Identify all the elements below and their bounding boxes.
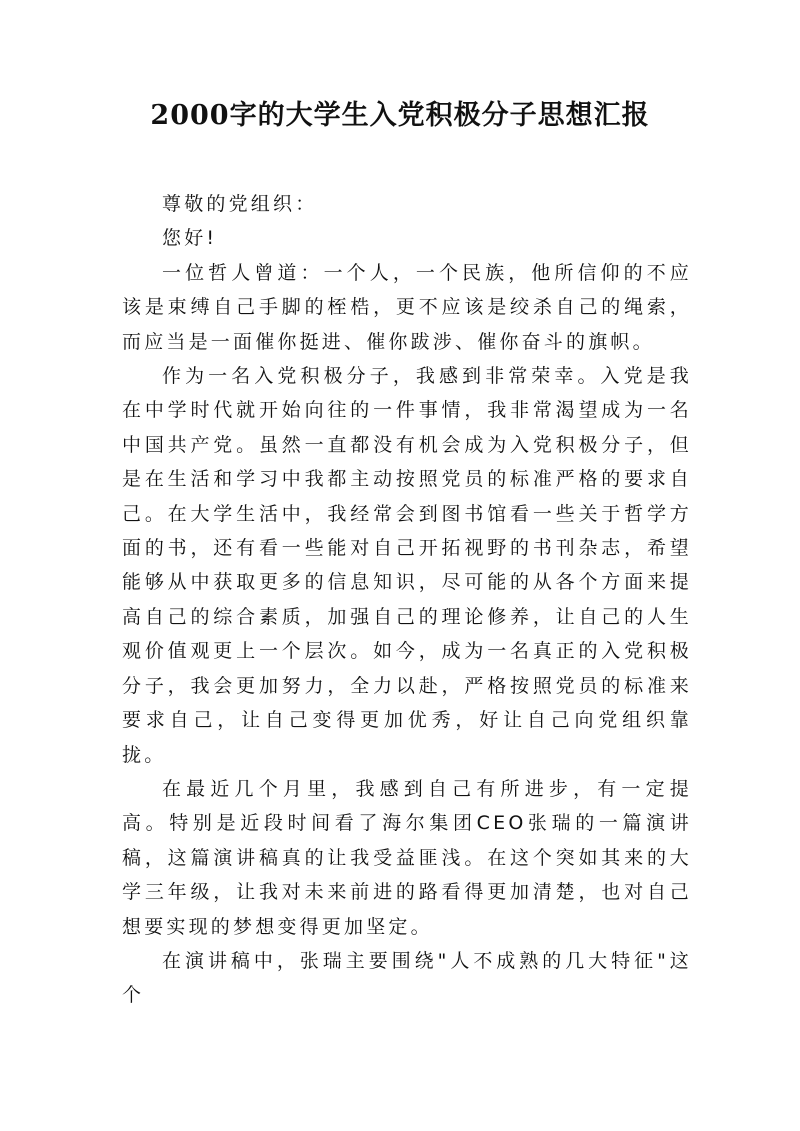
salutation: 尊敬的党组织： — [162, 193, 318, 215]
document-title: 2000字的大学生入党积极分子思想汇报 — [150, 100, 650, 131]
document-body — [122, 187, 692, 1013]
paragraph-3: 在最近几个月里，我感到自己有所进步，有一定提高。特别是近段时间看了海尔集团CEO张瑞的一篇演讲稿，这篇演讲稿真的让我受益匪浅。在这个突如其来的大学三年级，让我对未来前进的路看得更加清楚，也对自己想要实现的梦想变得更加坚定。 — [122, 777, 692, 938]
greeting: 您好! — [162, 227, 218, 250]
paragraph-4: 在演讲稿中，张瑞主要围绕"人不成熟的几大特征"这个 — [122, 949, 692, 1007]
paragraph-2: 作为一名入党积极分子，我感到非常荣幸。入党是我在中学时代就开始向往的一件事情，我非常渴望成为一名中国共产党。虽然一直都没有机会成为入党积极分子，但是在生活和学习中我都主动按照党员的标准严格的要求自己。在大学生活中，我经常会到图书馆看一些关于哲学方面的书，还有看一些能对自己开拓视野的书刊杂志，希望能够从中获取更多的信息知识，尽可能的从各个方面来提高自己的综合素质，加强自己的理论修养，让自己的人生观价值观更上一个层次。如今，成为一名真正的入党积极分子，我会更加努力，全力以赴，严格按照党员的标准来要求自己，让自己变得更加优秀，好让自己向党组织靠拢。 — [122, 365, 692, 766]
paragraph-1: 一位哲人曾道：一个人，一个民族，他所信仰的不应该是束缚自己手脚的桎梏，更不应该是绞杀自己的绳索，而应当是一面催你挺进、催你跋涉、催你奋斗的旗帜。 — [122, 261, 692, 353]
